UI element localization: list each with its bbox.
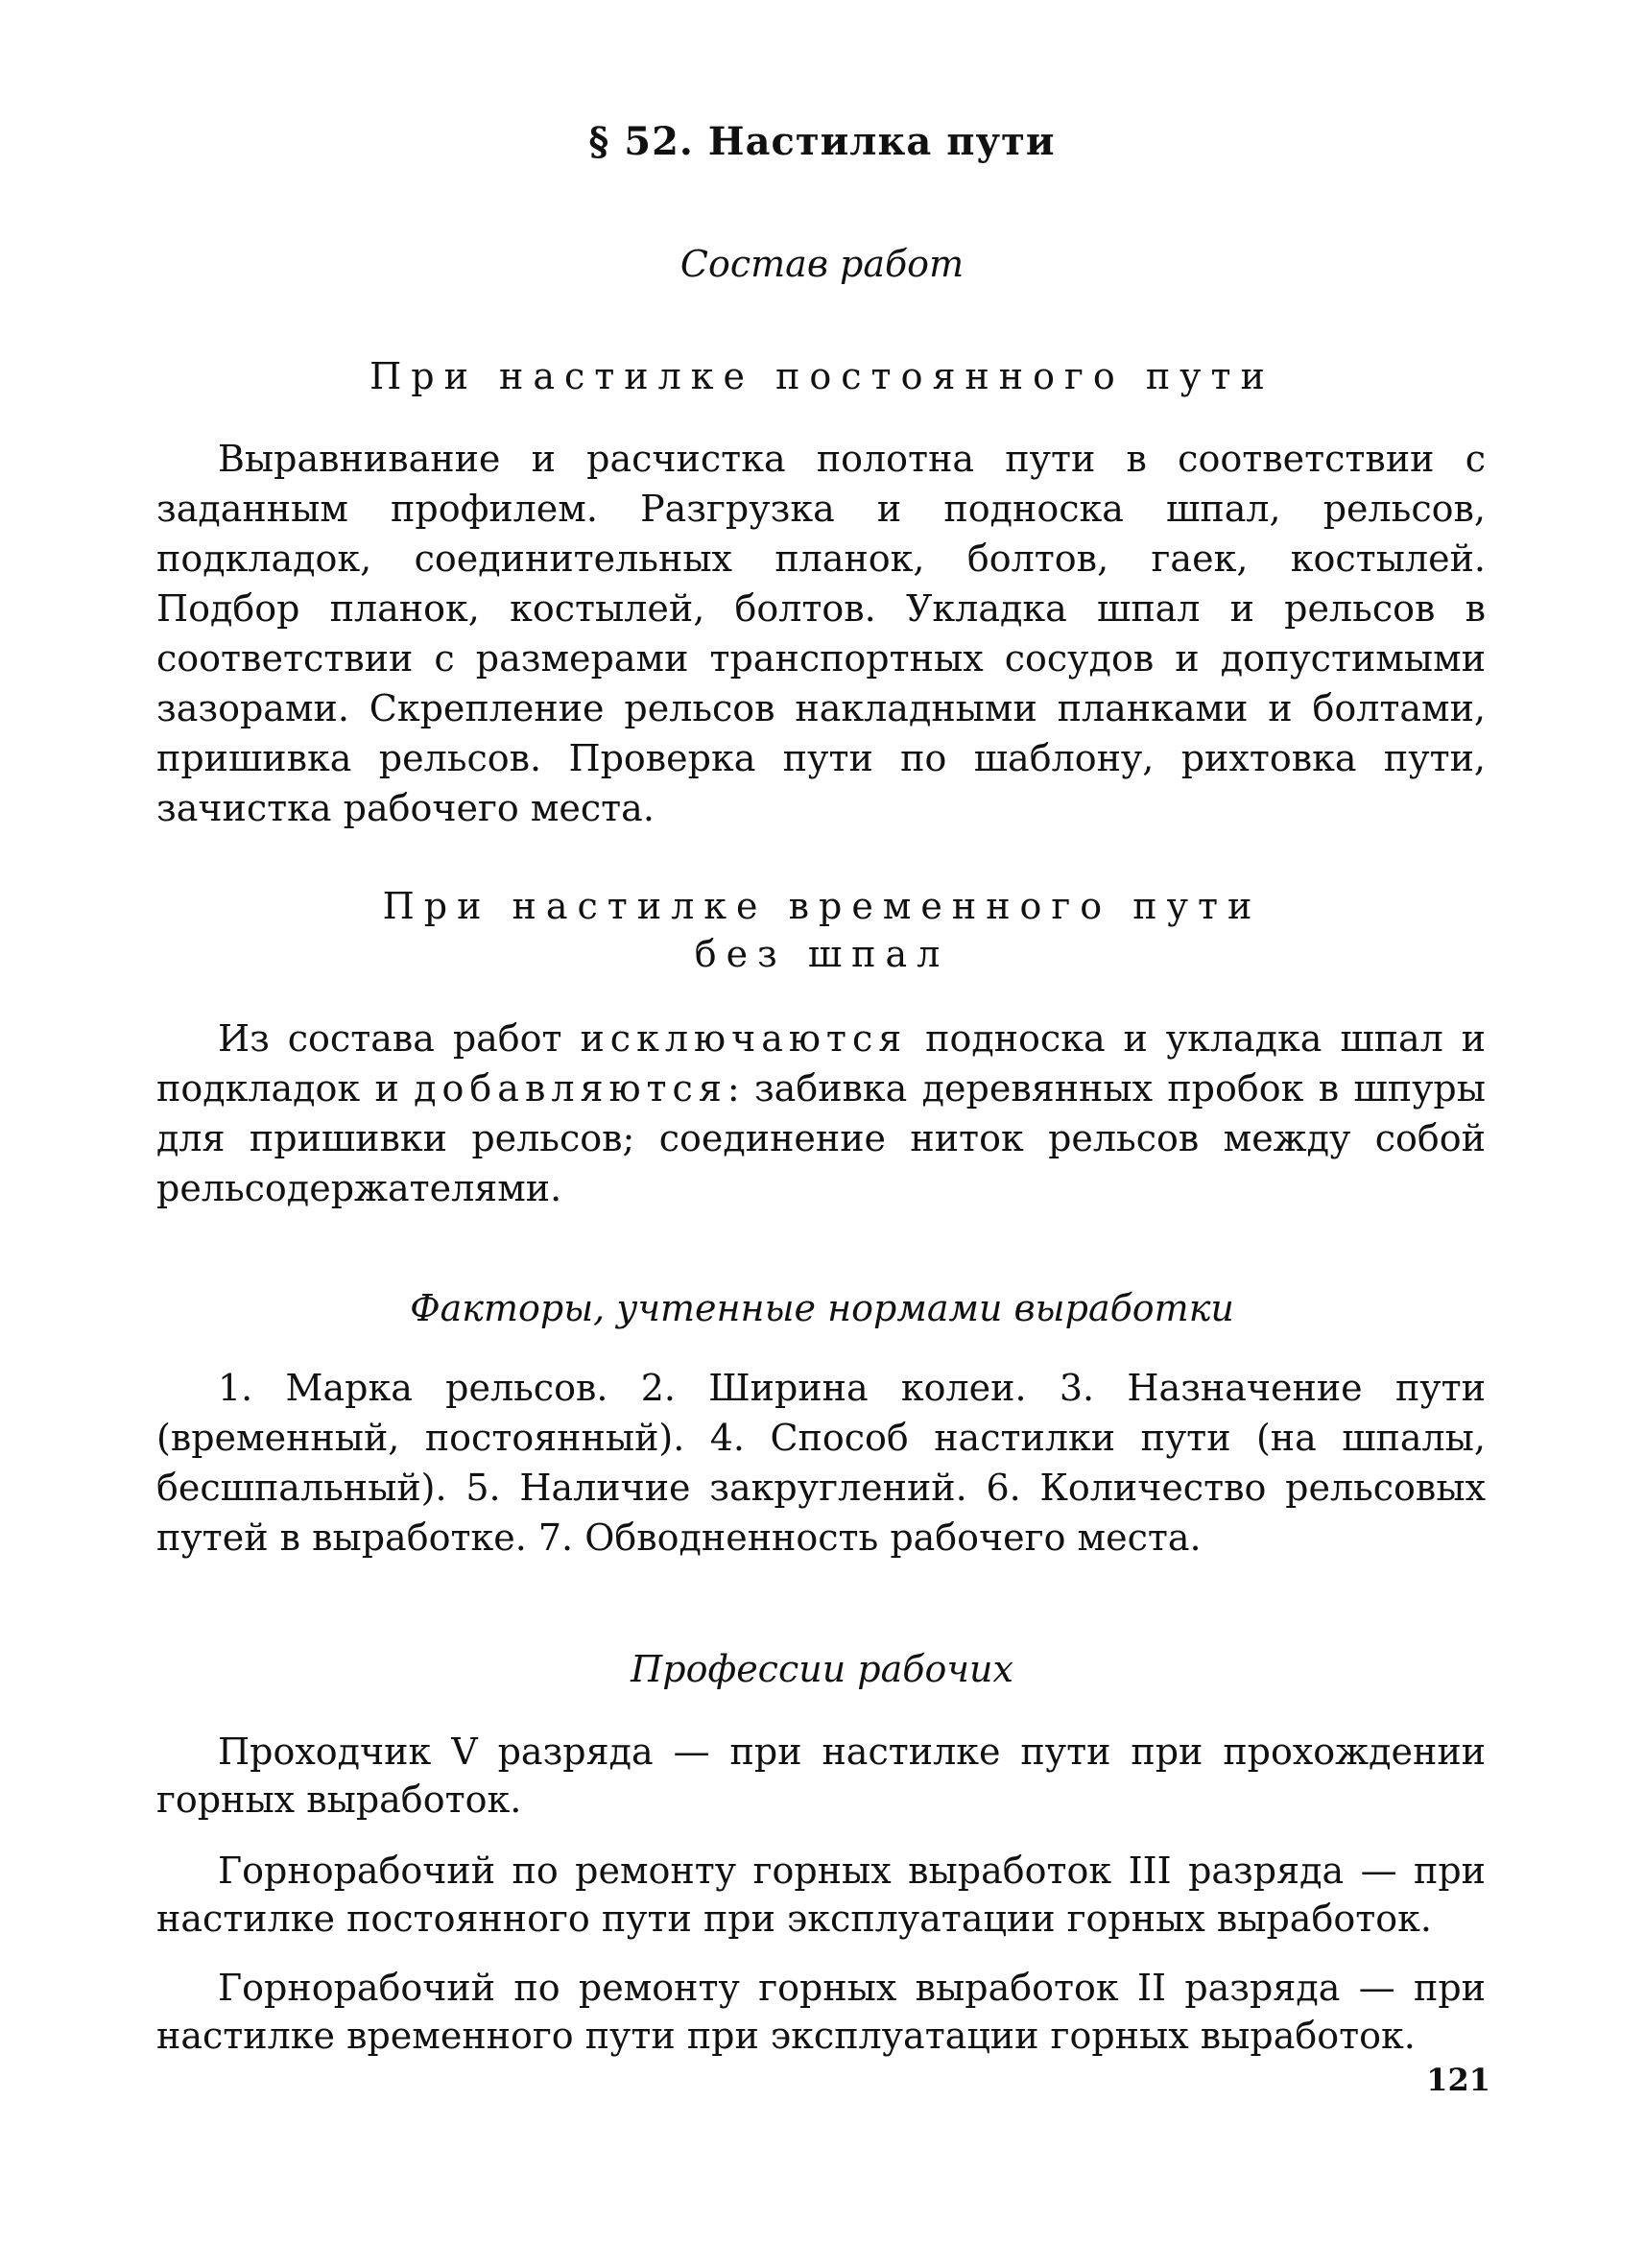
permanent-track-heading: При настилке постоянного пути xyxy=(369,355,1275,397)
permanent-track-paragraph: Выравнивание и расчистка полотна пути в соответствии с заданным профилем. Разгрузка и подноска шпал, рельсов, подкладок, соединительных планок, болтов, гаек, костылей. Подбор планок, костылей, болтов. Укладка шпал и рельсов в соответствии с размерами транспортных сосудов и допустимыми зазорами. Скрепление рельсов накладными планками и болтами, пришивка рельсов. Проверка пути по шаблону, рихтовка пути, зачистка рабочего места. xyxy=(156,438,1486,829)
temporary-text-part1: Из состава работ xyxy=(218,1017,581,1060)
excluded-emphasis: исключаются xyxy=(580,1017,908,1060)
page-number: 121 xyxy=(1426,2062,1490,2098)
professions-heading: Профессии рабочих xyxy=(631,1648,1013,1690)
profession-item: Проходчик V разряда — при настилке пути при прохождении горных выработок. xyxy=(156,1731,1486,1821)
section-title: § 52. Настилка пути xyxy=(588,119,1056,164)
profession-item: Горнорабочий по ремонту горных выработок II разряда — при настилке временного пути при эксплуатации горных выработок. xyxy=(156,1967,1486,2057)
temporary-track-paragraph xyxy=(156,1014,1486,1213)
temporary-text-part3: : забивка деревянных пробок в шпуры для пришивки рельсов; соединение ниток рельсов между собой рельсодержателями. xyxy=(156,1067,1486,1209)
temporary-track-heading-line1: При настилке временного пути xyxy=(382,885,1262,927)
composition-heading: Состав работ xyxy=(679,243,965,285)
added-emphasis: добавляются xyxy=(414,1067,727,1110)
temporary-track-heading-line2: без шпал xyxy=(694,933,950,975)
profession-item: Горнорабочий по ремонту горных выработок III разряда — при настилке постоянного пути при эксплуатации горных выработок. xyxy=(156,1850,1486,1940)
factors-paragraph: 1. Марка рельсов. 2. Ширина колеи. 3. Назначение пути (временный, постоянный). 4. Способ настилки пути (на шпалы, бесшпальный). 5. Наличие закруглений. 6. Количество рельсовых путей в выработке. 7. Обводненность рабочего места. xyxy=(156,1367,1486,1559)
factors-heading: Факторы, учтенные нормами выработки xyxy=(410,1287,1234,1329)
temporary-text-part2: подноска и укладка шпал и подкладок и xyxy=(156,1017,1487,1110)
